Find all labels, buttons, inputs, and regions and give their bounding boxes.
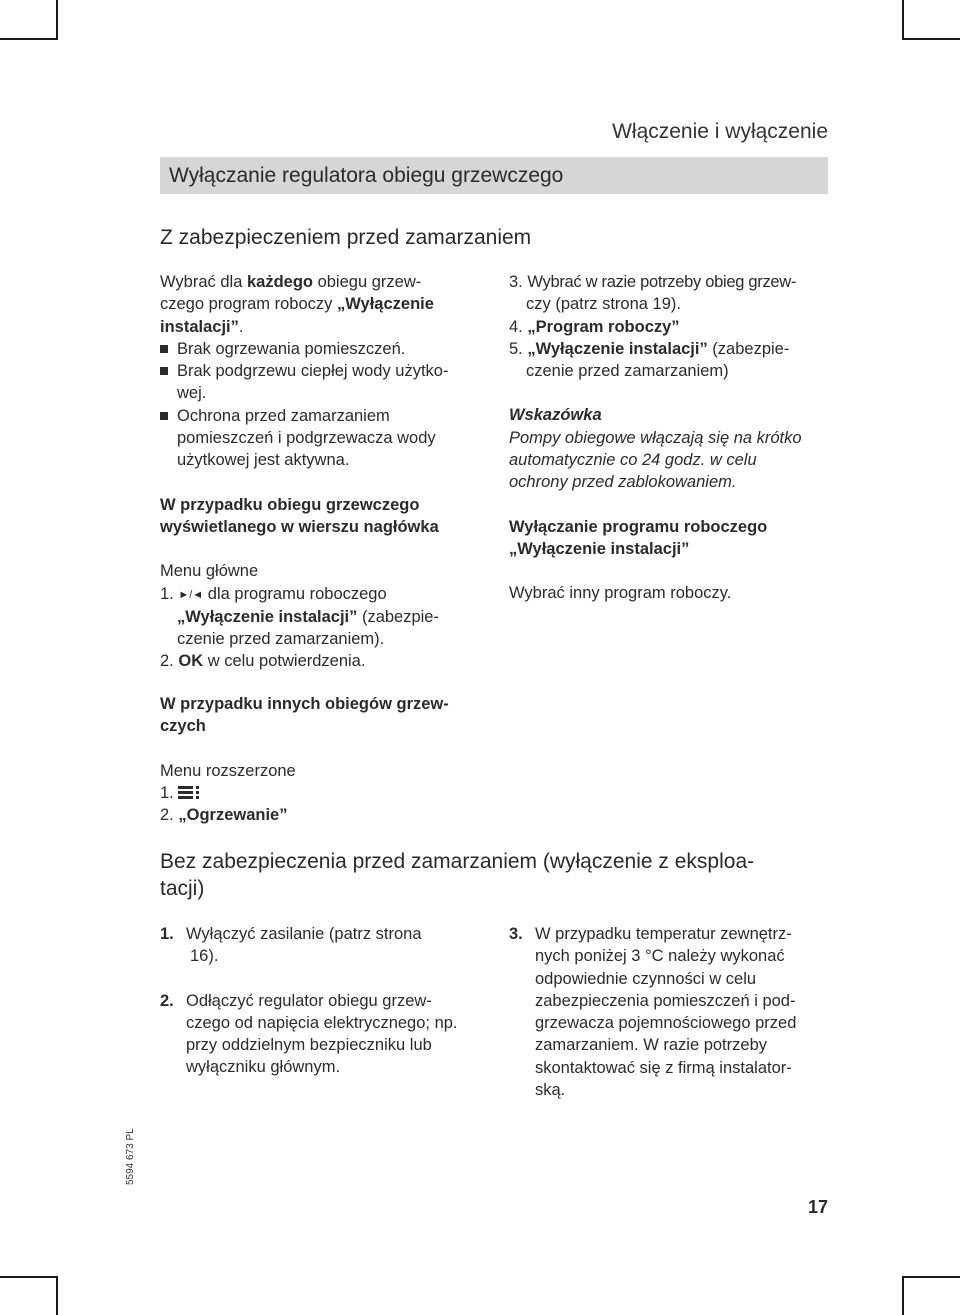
subheading: W przypadku obiegu grzewczego: [160, 495, 420, 514]
subheading: wyświetlanego w wierszu nagłówka: [160, 517, 439, 536]
crop-mark: [0, 1276, 58, 1278]
numbered-item: 3. W przypadku temperatur zewnętrz- nych poniżej 3 °C należy wykonać odpowiednie czynności w celu zabezpieczenia pomieszczeń i pod- grzewacza pojemnościowego przed zamarzaniem. W razie potrzeby skontaktować się z firmą instalator- ską.: [509, 925, 797, 1100]
left-column: [160, 271, 490, 673]
step-item-continuation: czenie przed zamarzaniem).: [177, 630, 385, 649]
crop-mark: [902, 1278, 904, 1315]
arrow-right-left-icon: ►/◄: [178, 588, 204, 601]
step-item: 5. „Wyłączenie instalacji” (zabezpie-: [509, 339, 790, 358]
note-title: Wskazówka: [509, 406, 602, 425]
note-text: Pompy obiegowe włączają się na krótko: [509, 428, 802, 447]
bullet-icon: [160, 412, 168, 420]
section-title-bar: [160, 157, 828, 194]
list-item-continuation: pomieszczeń i podgrzewacza wody: [177, 429, 436, 448]
list-item: Ochrona przed zamarzaniem: [160, 405, 490, 427]
step-item: 1.: [160, 782, 500, 804]
step-item-continuation: czenie przed zamarzaniem): [526, 362, 729, 381]
nofrost-heading: Bez zabezpieczenia przed zamarzaniem (wyłączenie z eksploa- tacji): [160, 850, 755, 900]
intro-line: Wybrać dla każdego obiegu grzew-: [160, 273, 422, 291]
bullet-icon: [160, 345, 168, 353]
crop-mark: [902, 38, 960, 40]
running-header: Włączenie i wyłączenie: [612, 120, 828, 143]
menu-label: Menu główne: [160, 562, 259, 581]
step-item: 2. „Ogrzewanie”: [160, 806, 288, 825]
bullet-icon: [160, 367, 168, 375]
note-text: ochrony przed zablokowaniem.: [509, 473, 737, 492]
crop-mark: [56, 0, 58, 38]
step-item: 1. ►/◄ dla programu roboczego: [160, 584, 387, 603]
page-number: 17: [807, 1197, 828, 1217]
list-item: Brak ogrzewania pomieszczeń.: [160, 338, 490, 360]
crop-mark: [0, 38, 58, 40]
numbered-item: 2. Odłączyć regulator obiegu grzew- czego od napięcia elektrycznego; np. przy oddzielnym bezpieczniku lub wyłączniku głównym.: [160, 991, 458, 1077]
step-item: 4. „Program roboczy”: [509, 317, 680, 336]
extended-menu-icon: [178, 785, 204, 800]
crop-mark: [902, 1276, 960, 1278]
document-code: 5594 673 PL: [125, 1128, 136, 1185]
numbered-item: 1. Wyłączyć zasilanie (patrz strona 16).: [160, 925, 422, 966]
nofrost-left-list: [160, 923, 490, 1079]
crop-mark: [902, 0, 904, 38]
step-item-continuation: czy (patrz strona 19).: [526, 295, 681, 314]
subheading: „Wyłączenie instalacji”: [509, 539, 690, 558]
list-item-continuation: użytkowej jest aktywna.: [177, 451, 350, 470]
step-item-continuation: „Wyłączenie instalacji” (zabezpie-: [177, 607, 439, 626]
section-title: Wyłączanie regulatora obiegu grzewczego: [169, 164, 564, 187]
nofrost-right-list: [509, 923, 839, 1101]
step-item: 3. Wybrać w razie potrzeby obieg grzew-: [509, 273, 797, 291]
frost-heading: Z zabezpieczeniem przed zamarzaniem: [160, 226, 532, 249]
step-item: 2. OK w celu potwierdzenia.: [160, 652, 366, 671]
list-item-continuation: wej.: [177, 384, 207, 403]
subheading: czych: [160, 717, 206, 736]
menu-label: Menu rozszerzone: [160, 761, 296, 780]
instruction-text: Wybrać inny program roboczy.: [509, 584, 732, 603]
intro-line: instalacji”.: [160, 317, 244, 336]
intro-line: czego program roboczy „Wyłączenie: [160, 295, 434, 314]
list-item: Brak podgrzewu ciepłej wody użytko-: [160, 360, 490, 382]
note-text: automatycznie co 24 godz. w celu: [509, 451, 757, 470]
crop-mark: [56, 1278, 58, 1315]
subheading: W przypadku innych obiegów grzew-: [160, 695, 449, 713]
right-column: [509, 271, 839, 605]
subheading: Wyłączanie programu roboczego: [509, 517, 768, 536]
other-circuits-block: [160, 693, 500, 826]
